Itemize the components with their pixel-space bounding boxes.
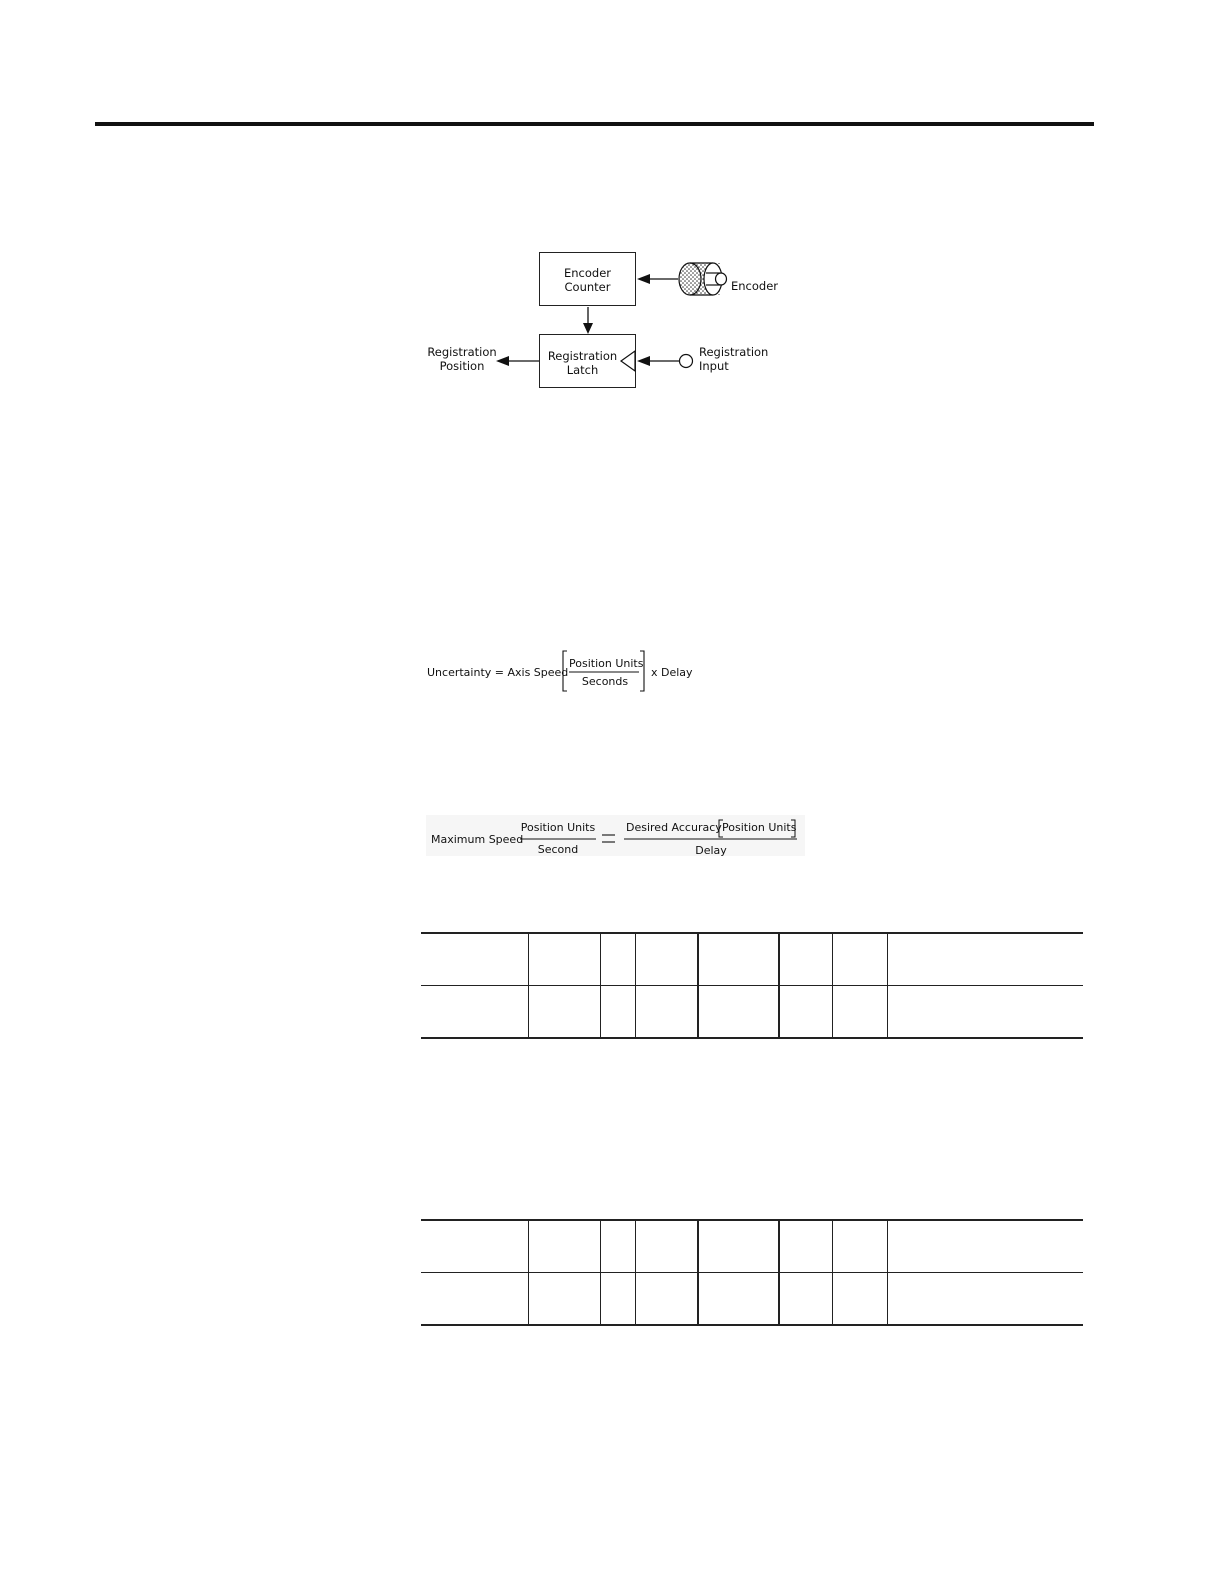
registration-input-icon <box>680 355 693 368</box>
registration-input-label-line1: Registration <box>699 345 769 359</box>
uncertainty-denominator: Seconds <box>581 675 629 688</box>
table-cell <box>832 1220 887 1273</box>
data-table-2 <box>421 1219 1083 1326</box>
table-cell <box>635 1220 698 1273</box>
table-cell <box>698 1273 779 1326</box>
input-arrowhead <box>637 356 650 366</box>
max-speed-lhs: Maximum Speed <box>431 833 524 846</box>
encoder-arrowhead <box>637 274 650 284</box>
table-cell <box>832 1273 887 1326</box>
table-cell <box>528 1273 600 1326</box>
uncertainty-suffix: x Delay <box>651 666 693 679</box>
table-cell <box>698 1220 779 1273</box>
counter-to-latch-arrowhead <box>583 323 593 334</box>
registration-latch-label-line2: Latch <box>566 363 599 377</box>
table-cell <box>421 1273 528 1326</box>
table-cell <box>600 933 635 986</box>
max-speed-lhs-numerator: Position Units <box>520 821 596 834</box>
table-cell <box>779 986 832 1039</box>
table-cell <box>832 986 887 1039</box>
uncertainty-numerator: Position Units <box>569 657 644 670</box>
table-cell <box>421 933 528 986</box>
table-row <box>421 986 1083 1039</box>
registration-input-label-line2: Input <box>699 359 729 373</box>
max-speed-lhs-denominator: Second <box>537 843 579 856</box>
table-cell <box>528 933 600 986</box>
header-rule <box>95 122 1094 126</box>
uncertainty-lhs: Uncertainty = Axis Speed <box>427 666 569 679</box>
encoder-counter-label-line2: Counter <box>564 280 611 294</box>
table-cell <box>528 986 600 1039</box>
table-row <box>421 1273 1083 1326</box>
table-cell <box>779 1220 832 1273</box>
diagram-connectors <box>420 240 800 400</box>
table-cell <box>698 933 779 986</box>
table-cell <box>635 933 698 986</box>
encoder-icon <box>679 263 727 295</box>
table-cell <box>600 986 635 1039</box>
table-cell <box>635 986 698 1039</box>
table-cell <box>600 1220 635 1273</box>
encoder-counter-label-line1: Encoder <box>563 266 612 280</box>
table-cell <box>635 1273 698 1326</box>
table-cell <box>887 1220 1083 1273</box>
data-table-1 <box>421 932 1083 1039</box>
table-row <box>421 1220 1083 1273</box>
max-speed-rhs-numerator: Desired Accuracy <box>626 821 722 834</box>
encoder-label: Encoder <box>731 279 779 293</box>
table-cell <box>779 1273 832 1326</box>
table-row <box>421 933 1083 986</box>
registration-latch-label-line1: Registration <box>547 349 618 363</box>
table-cell <box>887 1273 1083 1326</box>
registration-position-label-line1: Registration <box>427 345 497 359</box>
table-cell <box>698 986 779 1039</box>
latch-trigger-icon <box>621 351 635 371</box>
table-cell <box>528 1220 600 1273</box>
max-speed-rhs-denominator: Delay <box>695 844 727 857</box>
table-cell <box>887 986 1083 1039</box>
table-cell <box>421 1220 528 1273</box>
table-cell <box>421 986 528 1039</box>
registration-position-label-line2: Position <box>439 359 485 373</box>
table-cell <box>887 933 1083 986</box>
max-speed-rhs-unit: Position Units <box>722 821 797 834</box>
table-cell <box>832 933 887 986</box>
table-cell <box>779 933 832 986</box>
table-cell <box>600 1273 635 1326</box>
